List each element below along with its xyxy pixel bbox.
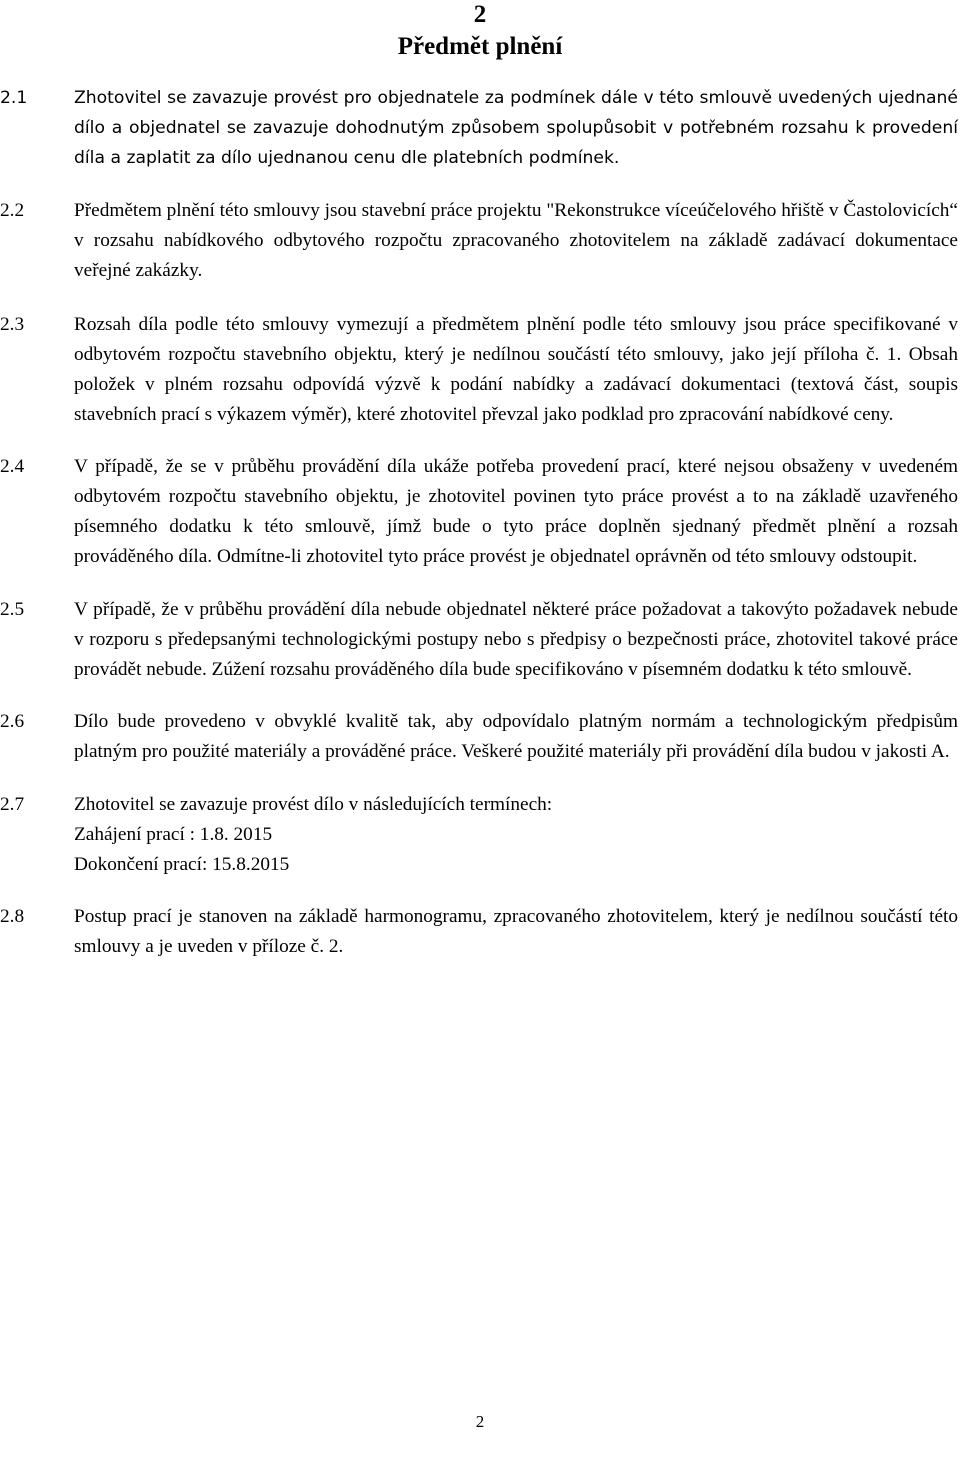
clause-text: Rozsah díla podle této smlouvy vymezují a předmětem plnění podle této smlouvy jsou práce specifikované v odbytovém rozpočtu stavebního objektu, který je nedílnou součástí této smlouvy, jako její příloha č. 1. Obsah položek v plném rozsahu odpovídá výzvě k podání nabídky a zadávací dokumentaci (textová část, soupis stavebních prací s výkazem výměr), které zhotovitel převzal jako podklad pro zpracování nabídkové ceny. (74, 314, 958, 425)
clause-number: 2.8 (0, 906, 25, 927)
section-number: 2 (473, 1, 487, 28)
clause-text: Předmětem plnění této smlouvy jsou stavební práce projektu "Rekonstrukce víceúčelového hřiště v Častolovicích“ v rozsahu nabídkového odbytového rozpočtu zpracovaného zhotovitelem na základě zadávací dokumentace veřejné zakázky. (74, 200, 958, 281)
clause-number: 2.1 (0, 88, 28, 108)
clause-2-6 (0, 707, 960, 767)
page-number: 2 (475, 1412, 485, 1431)
clause-2-5 (0, 595, 960, 685)
clause-number: 2.6 (0, 711, 25, 732)
clause-2-4 (0, 452, 960, 572)
clause-2-8 (0, 902, 960, 962)
clause-number: 2.7 (0, 794, 25, 815)
clause-text: Postup prací je stanoven na základě harmonogramu, zpracovaného zhotovitelem, který je nedílnou součástí této smlouvy a je uveden v příloze č. 2. (74, 906, 958, 957)
clause-2-3 (0, 310, 960, 430)
section-title: Předmět plnění (397, 33, 563, 60)
clause-number: 2.4 (0, 456, 25, 477)
clause-list (0, 83, 960, 962)
clause-number: 2.2 (0, 200, 25, 221)
clause-number: 2.5 (0, 599, 25, 620)
clause-text: V případě, že v průběhu provádění díla nebude objednatel některé práce požadovat a takovýto požadavek nebude v rozporu s předepsanými technologickými postupy nebo s předpisy o bezpečnosti práce, zhotovitel takové práce provádět nebude. Zúžení rozsahu prováděného díla bude specifikováno v písemném dodatku k této smlouvě. (74, 599, 958, 680)
clause-text: Dílo bude provedeno v obvyklé kvalitě tak, aby odpovídalo platným normám a technologickým předpisům platným pro použité materiály a prováděné práce. Veškeré použité materiály při provádění díla budou v jakosti A. (74, 711, 958, 762)
clause-2-2 (0, 196, 960, 286)
end-date-line: Dokončení prací: 15.8.2015 (74, 854, 290, 875)
clause-number: 2.3 (0, 314, 25, 335)
clause-text: Zhotovitel se zavazuje provést pro objednatele za podmínek dále v této smlouvě uvedených ujednané dílo a objednatel se zavazuje dohodnutým způsobem spolupůsobit v potřebném rozsahu k provedení díla a zaplatit za dílo ujednanou cenu dle platebních podmínek. (74, 88, 958, 168)
clause-2-1 (0, 83, 960, 173)
clause-text (74, 790, 958, 880)
clause-line-intro: Zhotovitel se zavazuje provést dílo v následujících termínech: (74, 794, 553, 815)
clause-2-7 (0, 790, 960, 880)
start-date-line: Zahájení prací : 1.8. 2015 (74, 824, 273, 845)
clause-text: V případě, že se v průběhu provádění díla ukáže potřeba provedení prací, které nejsou obsaženy v uvedeném odbytovém rozpočtu stavebního objektu, je zhotovitel povinen tyto práce provést a to na základě uzavřeného písemného dodatku k této smlouvě, jímž bude o tyto práce doplněn sjednaný předmět plnění a rozsah prováděného díla. Odmítne-li zhotovitel tyto práce provést je objednatel oprávněn od této smlouvy odstoupit. (74, 456, 958, 567)
